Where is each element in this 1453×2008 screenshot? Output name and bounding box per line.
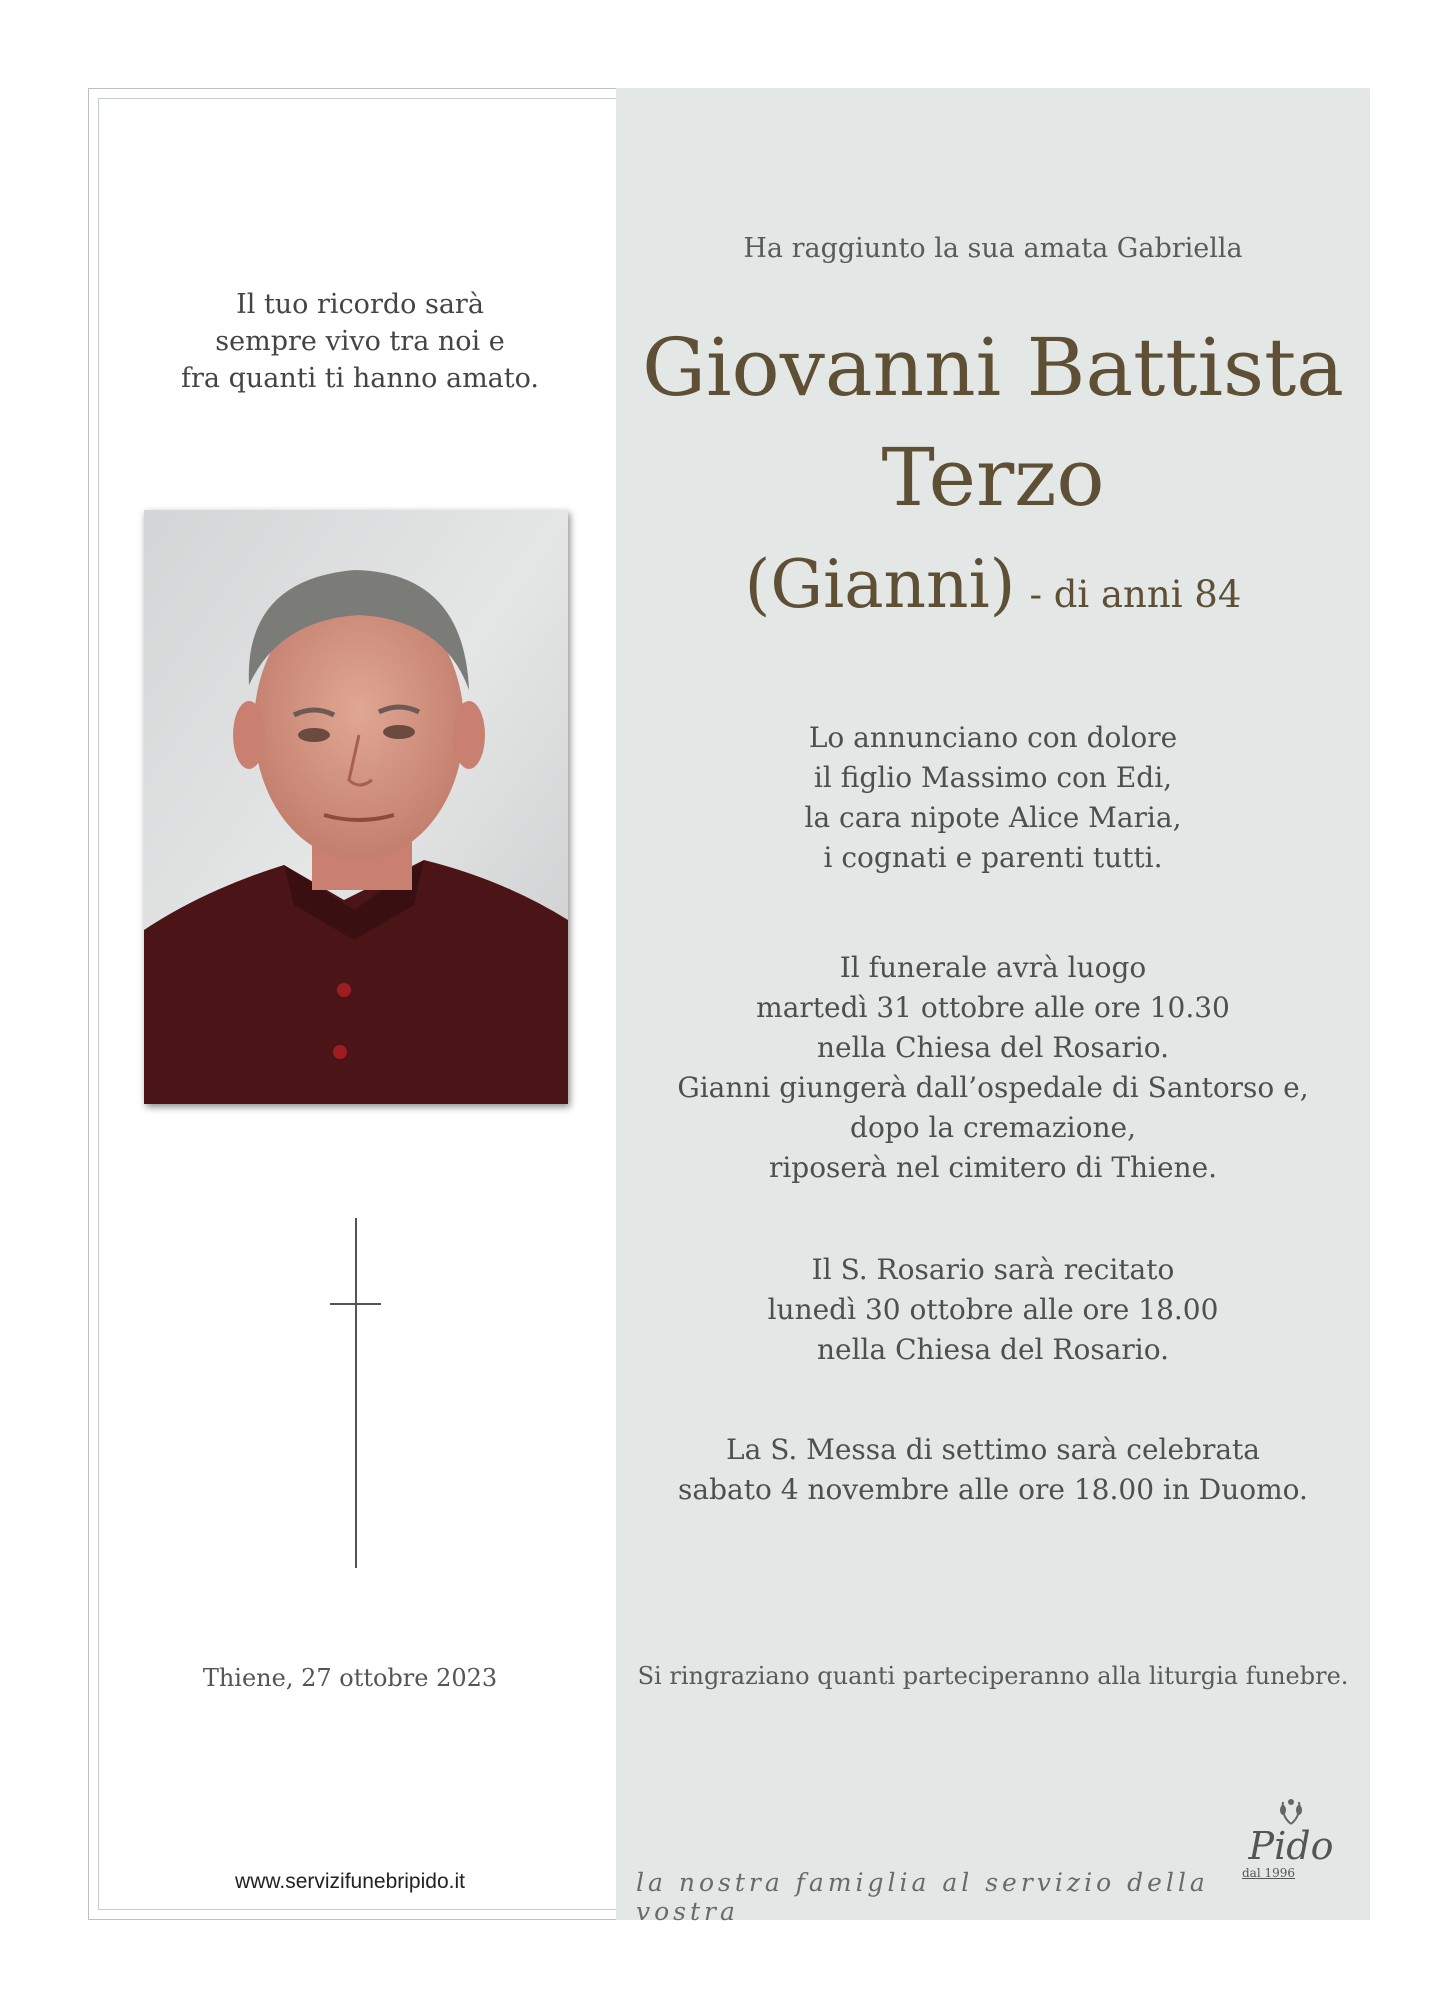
cross-horizontal-bar: [330, 1303, 381, 1305]
funeral-text: Il funerale avrà luogo martedì 31 ottobre alle ore 10.30 nella Chiesa del Rosario. Gianni giungerà dall’ospedale di Santorso e, dopo la cremazione, riposerà nel cimitero di Thiene.: [677, 951, 1309, 1184]
deceased-name: Giovanni Battista Terzo: [642, 321, 1344, 524]
cross-vertical-bar: [355, 1218, 357, 1568]
rosary-text: Il S. Rosario sarà recitato lunedì 30 ottobre alle ore 18.00 nella Chiesa del Rosario.: [767, 1253, 1219, 1366]
logo-since: dal 1996: [1242, 1866, 1296, 1880]
intro-line: Ha raggiunto la sua amata Gabriella: [743, 233, 1243, 264]
place-date: Thiene, 27 ottobre 2023: [202, 1664, 498, 1692]
logo-name: Pido: [1248, 1824, 1334, 1868]
announcement-text: Lo annunciano con dolore il figlio Massimo con Edi, la cara nipote Alice Maria, i cognati e parenti tutti.: [804, 721, 1182, 874]
mass-text: La S. Messa di settimo sarà celebrata sabato 4 novembre alle ore 18.00 in Duomo.: [678, 1433, 1308, 1506]
motto-text: la nostra famiglia al servizio della vostra: [636, 1868, 1209, 1926]
portrait-photo: [144, 510, 568, 1104]
memorial-quote: Il tuo ricordo sarà sempre vivo tra noi e fra quanti ti hanno amato.: [181, 289, 539, 394]
nickname-line: [616, 546, 1370, 623]
thanks-text: Si ringraziano quanti parteciperanno alla liturgia funebre.: [637, 1662, 1349, 1690]
age: - di anni 84: [1029, 573, 1242, 616]
website-link[interactable]: www.servizifunebripido.it: [235, 1870, 465, 1893]
nickname: (Gianni): [744, 546, 1016, 623]
laurel-icon: [1273, 1796, 1309, 1826]
pido-logo: [1236, 1796, 1346, 1896]
